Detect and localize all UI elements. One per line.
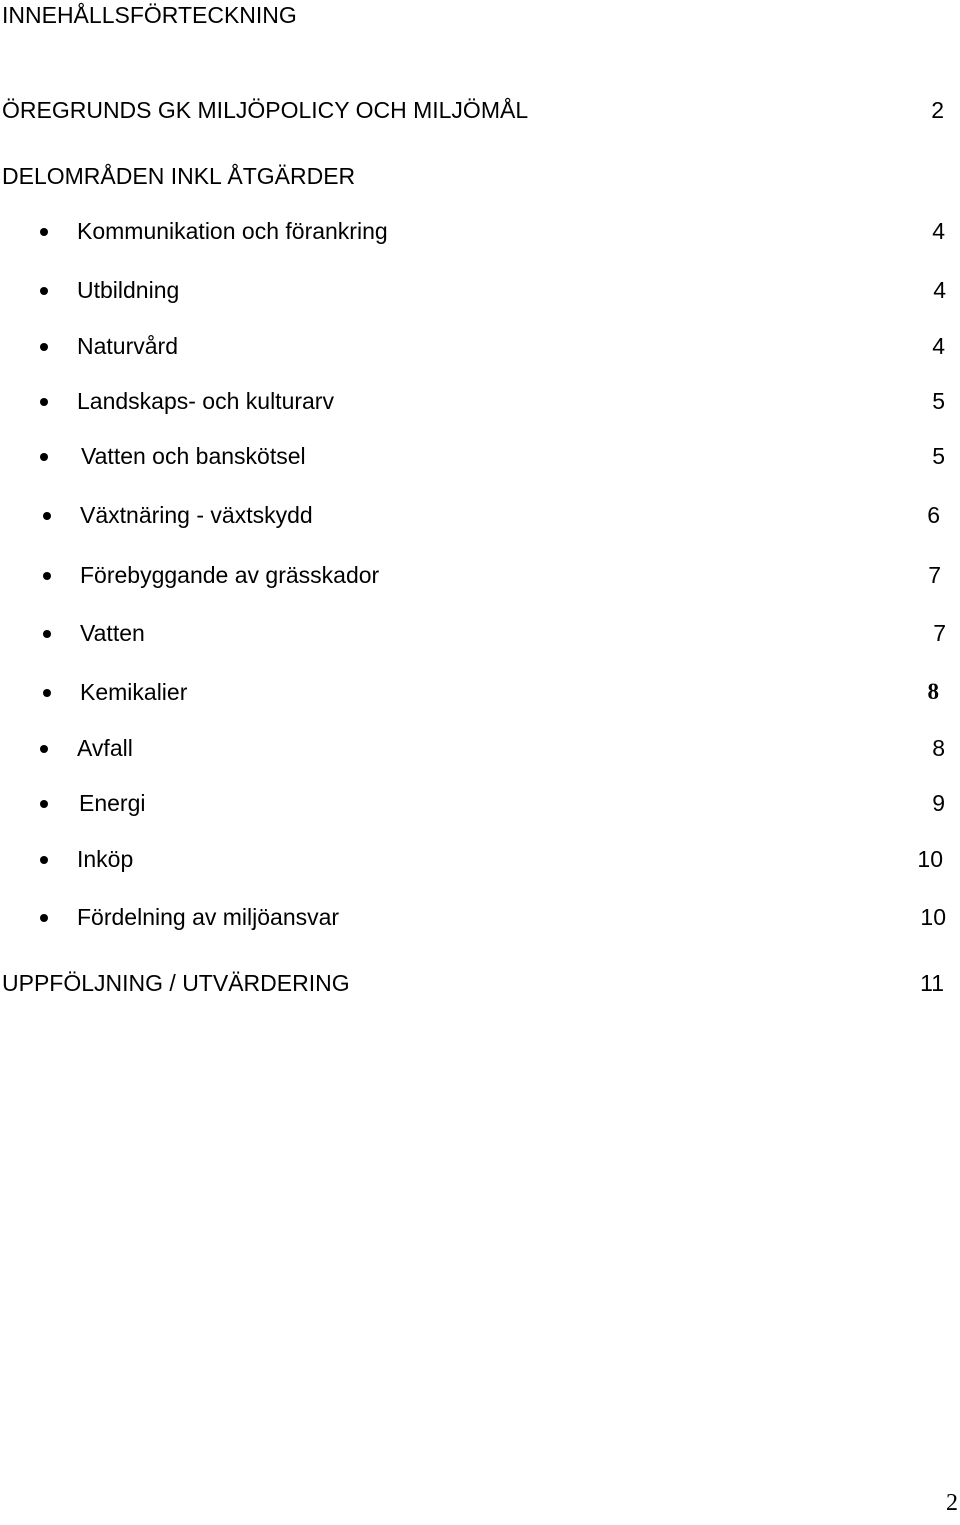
toc-page-number: 10 (917, 846, 943, 872)
toc-page-number: 7 (928, 562, 941, 588)
toc-item-landskaps-och-kulturarv (0, 386, 945, 416)
bullet-icon (40, 287, 48, 295)
bullet-icon (40, 398, 48, 406)
toc-section-label: UPPFÖLJNING / UTVÄRDERING (2, 970, 350, 996)
toc-item-label: Växtnäring - växtskydd (80, 502, 313, 528)
toc-item-label: Landskaps- och kulturarv (77, 388, 334, 414)
toc-page-number: 4 (933, 277, 946, 303)
toc-page-number: 8 (927, 679, 939, 704)
bullet-icon (43, 689, 51, 697)
toc-item-fordelning-av-miljoansvar (0, 902, 945, 932)
toc-section-uppfoljning (2, 969, 944, 997)
toc-page-number: 4 (932, 218, 945, 244)
toc-item-vatten-och-banskotsel (0, 441, 945, 471)
toc-item-label: Vatten (80, 620, 145, 646)
toc-section-label: DELOMRÅDEN INKL ÅTGÄRDER (2, 163, 356, 189)
toc-item-inkop (0, 844, 945, 874)
toc-item-avfall (0, 733, 945, 763)
toc-section-label: ÖREGRUNDS GK MILJÖPOLICY OCH MILJÖMÅL (2, 97, 529, 123)
toc-item-naturvard (0, 331, 945, 361)
toc-item-label: Förebyggande av grässkador (80, 562, 380, 588)
toc-page-number: 2 (931, 97, 944, 123)
bullet-icon (40, 745, 48, 753)
toc-item-label: Vatten och banskötsel (81, 443, 306, 469)
toc-page-number: 10 (920, 904, 946, 930)
toc-page-number: 6 (927, 502, 940, 528)
page-number: 2 (946, 1490, 958, 1516)
bullet-icon (40, 453, 48, 461)
toc-item-kemikalier (0, 677, 945, 707)
toc-page-number: 8 (932, 735, 945, 761)
toc-item-label: Utbildning (77, 277, 180, 303)
toc-item-label: Avfall (77, 735, 133, 761)
toc-title: INNEHÅLLSFÖRTECKNING (2, 2, 297, 28)
toc-page-number: 11 (920, 970, 944, 996)
toc-item-vatten (0, 618, 945, 648)
toc-item-label: Fördelning av miljöansvar (77, 904, 340, 930)
toc-item-label: Kommunikation och förankring (77, 218, 388, 244)
bullet-icon (43, 630, 51, 638)
bullet-icon (40, 856, 48, 864)
bullet-icon (40, 914, 48, 922)
bullet-icon (40, 800, 48, 808)
toc-item-energi (0, 788, 945, 818)
bullet-icon (40, 343, 48, 351)
bullet-icon (43, 572, 51, 580)
toc-item-utbildning (0, 275, 945, 305)
toc-item-label: Energi (79, 790, 146, 816)
toc-item-kommunikation (0, 216, 945, 246)
toc-section-miljopolicy (2, 96, 944, 124)
toc-page-number: 5 (932, 443, 945, 469)
toc-page-number: 5 (932, 388, 945, 414)
toc-page-number: 7 (933, 620, 946, 646)
toc-item-label: Kemikalier (80, 679, 188, 705)
bullet-icon (40, 228, 48, 236)
toc-item-label: Naturvård (77, 333, 178, 359)
toc-item-forebyggande (0, 560, 945, 590)
toc-section-delomraden (2, 162, 944, 190)
bullet-icon (43, 512, 51, 520)
toc-item-label: Inköp (77, 846, 134, 872)
toc-page-number: 4 (932, 333, 945, 359)
toc-item-vaxtnaring (0, 500, 945, 530)
toc-page-number: 9 (932, 790, 945, 816)
